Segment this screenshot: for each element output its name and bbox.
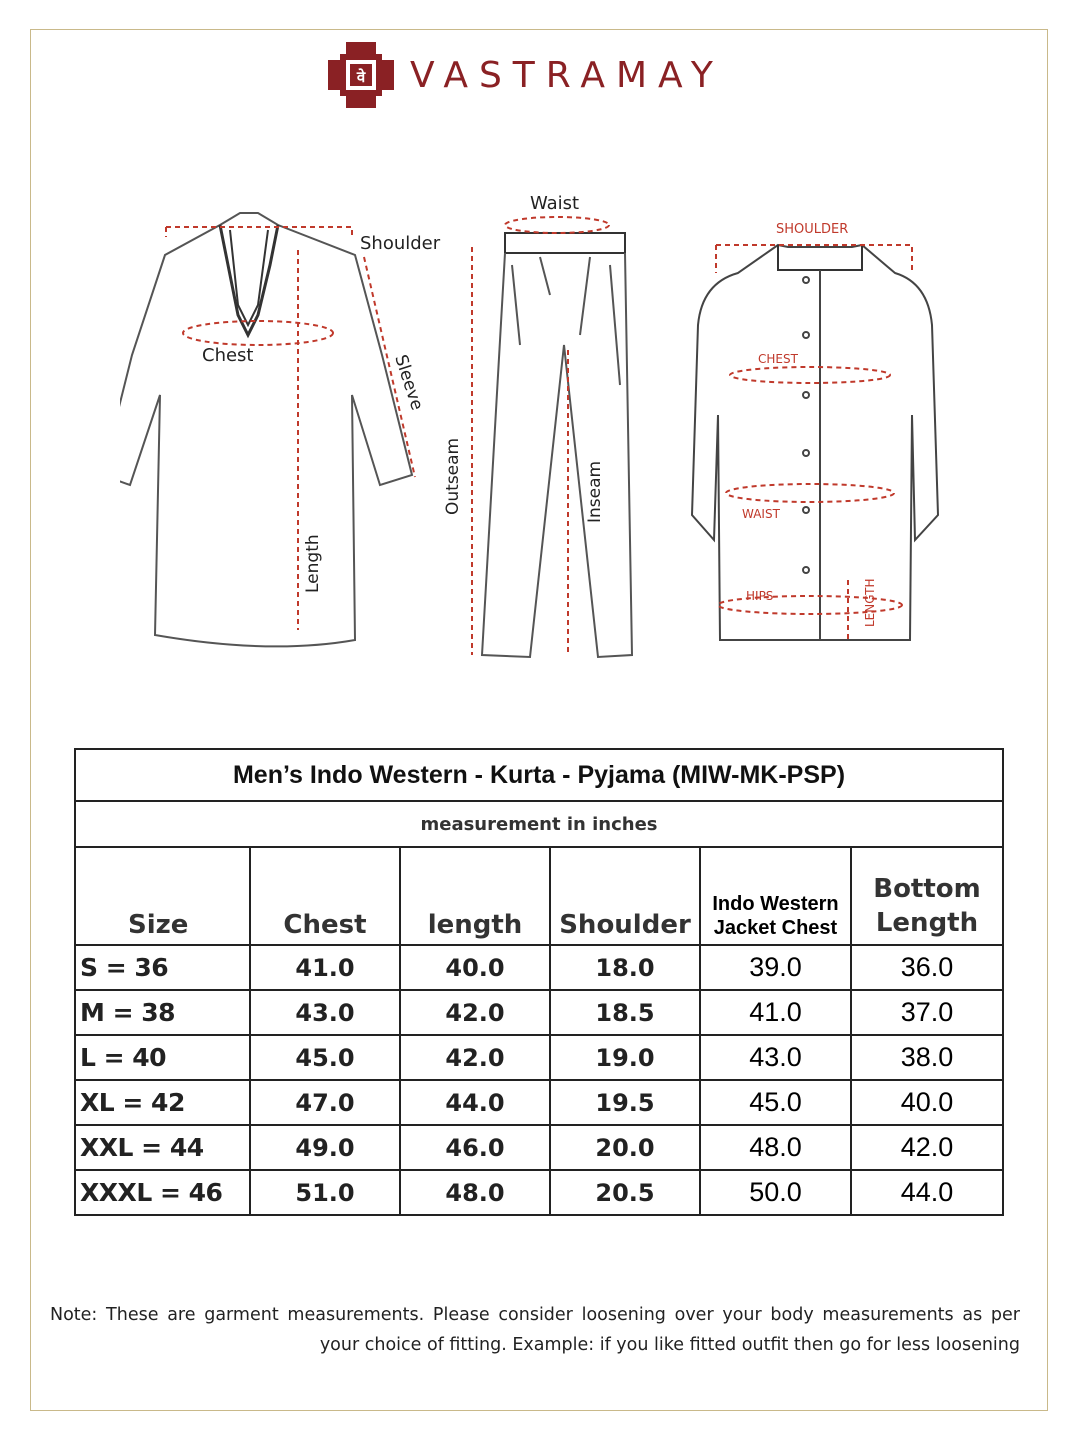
kurta-shoulder-label: Shoulder (360, 233, 441, 254)
shoulder-cell: 20.0 (550, 1125, 700, 1170)
header-jacket-chest (700, 847, 851, 945)
bottom-length-cell: 44.0 (851, 1170, 1003, 1215)
size-cell: M = 38 (75, 990, 250, 1035)
length-cell: 42.0 (400, 1035, 550, 1080)
shoulder-cell: 19.0 (550, 1035, 700, 1080)
header-size: Size (75, 847, 250, 945)
jacket-chest-cell: 50.0 (700, 1170, 851, 1215)
header-bottom-line2: Length (875, 908, 979, 938)
bottom-length-cell: 36.0 (851, 945, 1003, 990)
size-cell: XXL = 44 (75, 1125, 250, 1170)
fitting-note: Note: These are garment measurements. Please consider loosening over your body measurements as per your choice of fitting. Example: if you like fitted outfit then go for less loosening (50, 1305, 1020, 1355)
chest-cell: 47.0 (250, 1080, 400, 1125)
table-row (75, 1035, 1003, 1080)
length-cell: 48.0 (400, 1170, 550, 1215)
jacket-diagram (692, 245, 938, 640)
size-cell: XL = 42 (75, 1080, 250, 1125)
size-cell: L = 40 (75, 1035, 250, 1080)
kurta-length-label: Length (303, 534, 323, 593)
chest-cell: 41.0 (250, 945, 400, 990)
length-cell: 46.0 (400, 1125, 550, 1170)
table-row (75, 990, 1003, 1035)
length-cell: 42.0 (400, 990, 550, 1035)
header-chest: Chest (250, 847, 400, 945)
jacket-length-label: LENGTH (863, 578, 877, 627)
jacket-chest-cell: 43.0 (700, 1035, 851, 1080)
header-shoulder: Shoulder (550, 847, 700, 945)
chest-cell: 49.0 (250, 1125, 400, 1170)
header-jacket-chest-line1: Indo Western (712, 893, 839, 915)
bottom-length-cell: 40.0 (851, 1080, 1003, 1125)
shoulder-cell: 19.5 (550, 1080, 700, 1125)
header-jacket-chest-line2: Jacket Chest (713, 917, 838, 939)
size-cell: S = 36 (75, 945, 250, 990)
chest-cell: 51.0 (250, 1170, 400, 1215)
jacket-waist-label: WAIST (742, 507, 780, 521)
table-row (75, 1125, 1003, 1170)
table-subtitle: measurement in inches (75, 801, 1003, 847)
header-bottom-line1: Bottom (873, 874, 981, 904)
pyjama-waist-label: Waist (530, 193, 580, 214)
jacket-chest-cell: 48.0 (700, 1125, 851, 1170)
shoulder-cell: 20.5 (550, 1170, 700, 1215)
pyjama-inseam-label: Inseam (585, 460, 605, 523)
jacket-hips-label: HIPS (746, 589, 774, 603)
table-row (75, 945, 1003, 990)
pyjama-outseam-label: Outseam (443, 437, 463, 515)
shoulder-cell: 18.0 (550, 945, 700, 990)
brand-logo-icon (326, 40, 396, 110)
chest-cell: 43.0 (250, 990, 400, 1035)
brand-logo-glyph: वे (356, 68, 366, 86)
table-row (75, 1080, 1003, 1125)
header-length: length (400, 847, 550, 945)
kurta-measure-lines (166, 227, 415, 630)
bottom-length-cell: 37.0 (851, 990, 1003, 1035)
size-chart-table (74, 748, 1004, 1216)
measurement-diagrams (120, 185, 960, 675)
header-bottom-length (851, 847, 1003, 945)
chest-cell: 45.0 (250, 1035, 400, 1080)
bottom-length-cell: 42.0 (851, 1125, 1003, 1170)
kurta-chest-label: Chest (202, 345, 254, 366)
shoulder-cell: 18.5 (550, 990, 700, 1035)
jacket-chest-label: CHEST (758, 352, 798, 366)
jacket-shoulder-label: SHOULDER (776, 222, 849, 237)
length-cell: 44.0 (400, 1080, 550, 1125)
bottom-length-cell: 38.0 (851, 1035, 1003, 1080)
pyjama-diagram (482, 233, 632, 657)
jacket-chest-cell: 41.0 (700, 990, 851, 1035)
jacket-chest-cell: 45.0 (700, 1080, 851, 1125)
size-cell: XXXL = 46 (75, 1170, 250, 1215)
pyjama-measure-lines (472, 217, 609, 655)
table-title: Men’s Indo Western - Kurta - Pyjama (MIW-MK-PSP) (75, 749, 1003, 801)
kurta-sleeve-label: Sleeve (390, 352, 427, 413)
table-row (75, 1170, 1003, 1215)
brand-name: VASTRAMAY (410, 54, 724, 96)
jacket-measure-lines (716, 245, 912, 640)
jacket-chest-cell: 39.0 (700, 945, 851, 990)
length-cell: 40.0 (400, 945, 550, 990)
brand-header (326, 40, 724, 110)
